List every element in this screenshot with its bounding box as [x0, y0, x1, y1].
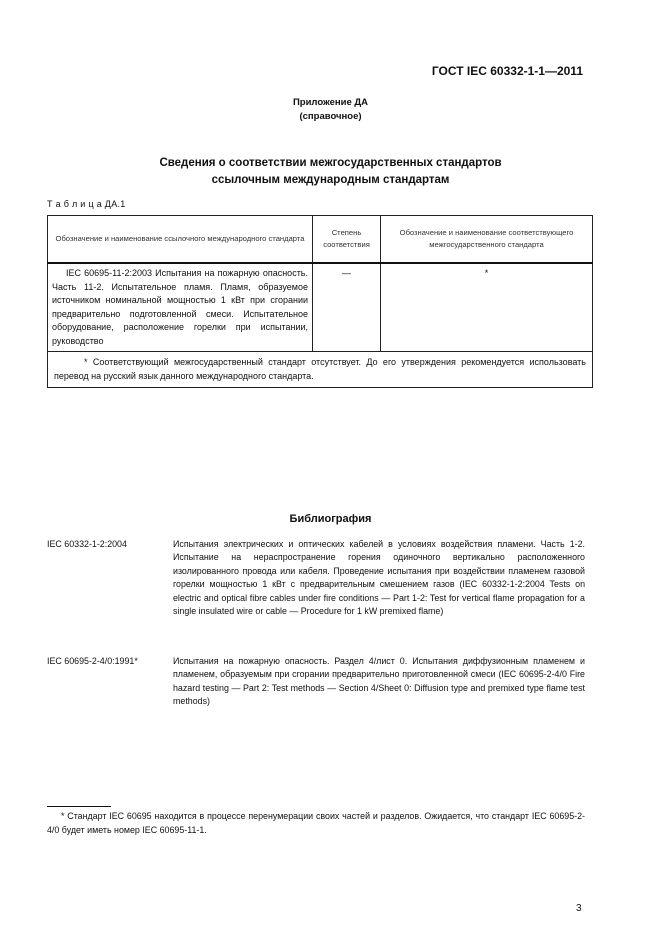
bibliography-entry [47, 655, 585, 709]
table-caption: Т а б л и ц а ДА.1 [47, 199, 126, 209]
standard-code-header: ГОСТ IEC 60332-1-1—2011 [431, 64, 583, 78]
table-row [48, 263, 593, 352]
table-cell: IEC 60695-11-2:2003 Испытания на пожарную опасность. Часть 11-2. Испытательное пламя. Пламя, образуемое источником номинальной мощностью 1 кВт при сгорании предварительно подготовленной смеси. Испытательное оборудование, расположение горелки при испытании, руководство [48, 263, 313, 352]
table-header-row [48, 216, 593, 264]
annex-heading [0, 96, 661, 124]
header-cell: Обозначение и наименование соответствующего межгосударственного стандарта [381, 216, 593, 264]
annex-subtitle: (справочное) [299, 111, 362, 122]
table-cell: * [381, 263, 593, 352]
table-footnote: * Соответствующий межгосударственный стандарт отсутствует. До его утверждения рекомендуется использовать перевод на русский язык данного международного стандарта. [48, 352, 593, 388]
footnote-divider [47, 806, 111, 807]
section-title-line2: ссылочным международным стандартам [211, 174, 450, 186]
bibliography-text: Испытания на пожарную опасность. Раздел 4/лист 0. Испытания диффузионным пламенем и пламенем, образуемым при сгорании предварительно приготовленной смеси (IEC 60695-2-4/0 Fire hazard testing — Part 2: Test methods — Section 4/Sheet 0: Diffusion type and premixed type flame test methods) [173, 656, 585, 707]
page-number: 3 [576, 903, 582, 914]
header-cell: Обозначение и наименование ссылочного международного стандарта [48, 216, 313, 264]
page-footnote: * Стандарт IEC 60695 находится в процессе перенумерации своих частей и разделов. Ожидается, что стандарт IEC 60695-2-4/0 будет иметь номер IEC 60695-11-1. [47, 811, 585, 835]
bibliography-code: IEC 60695-2-4/0:1991* [47, 656, 138, 666]
bibliography-title: Библиография [289, 513, 372, 525]
section-title-line1: Сведения о соответствии межгосударственных стандартов [159, 157, 502, 169]
section-title [0, 155, 661, 189]
bibliography-entry [47, 538, 585, 618]
bibliography-code: IEC 60332-1-2:2004 [47, 539, 127, 549]
table-cell: — [313, 263, 381, 352]
header-cell: Степень соответствия [313, 216, 381, 264]
correspondence-table [47, 215, 593, 388]
annex-title: Приложение ДА [292, 97, 369, 108]
bibliography-text: Испытания электрических и оптических кабелей в условиях воздействия пламени. Часть 1-2. Испытание на нераспространение горения одиночного вертикально расположенного изолированного провода или кабеля. Проведение испытания при воздействии пламенем газовой горелки мощностью 1 кВт с предварительным смешением газов (IEC 60332-1-2:2004 Tests on electric and optical fibre cables under fire conditions — Part 1-2: Test for vertical flame propagation for a single insulated wire or cable — Procedure for 1 kW premixed flame) [173, 539, 585, 617]
table-footnote-row [48, 352, 593, 388]
